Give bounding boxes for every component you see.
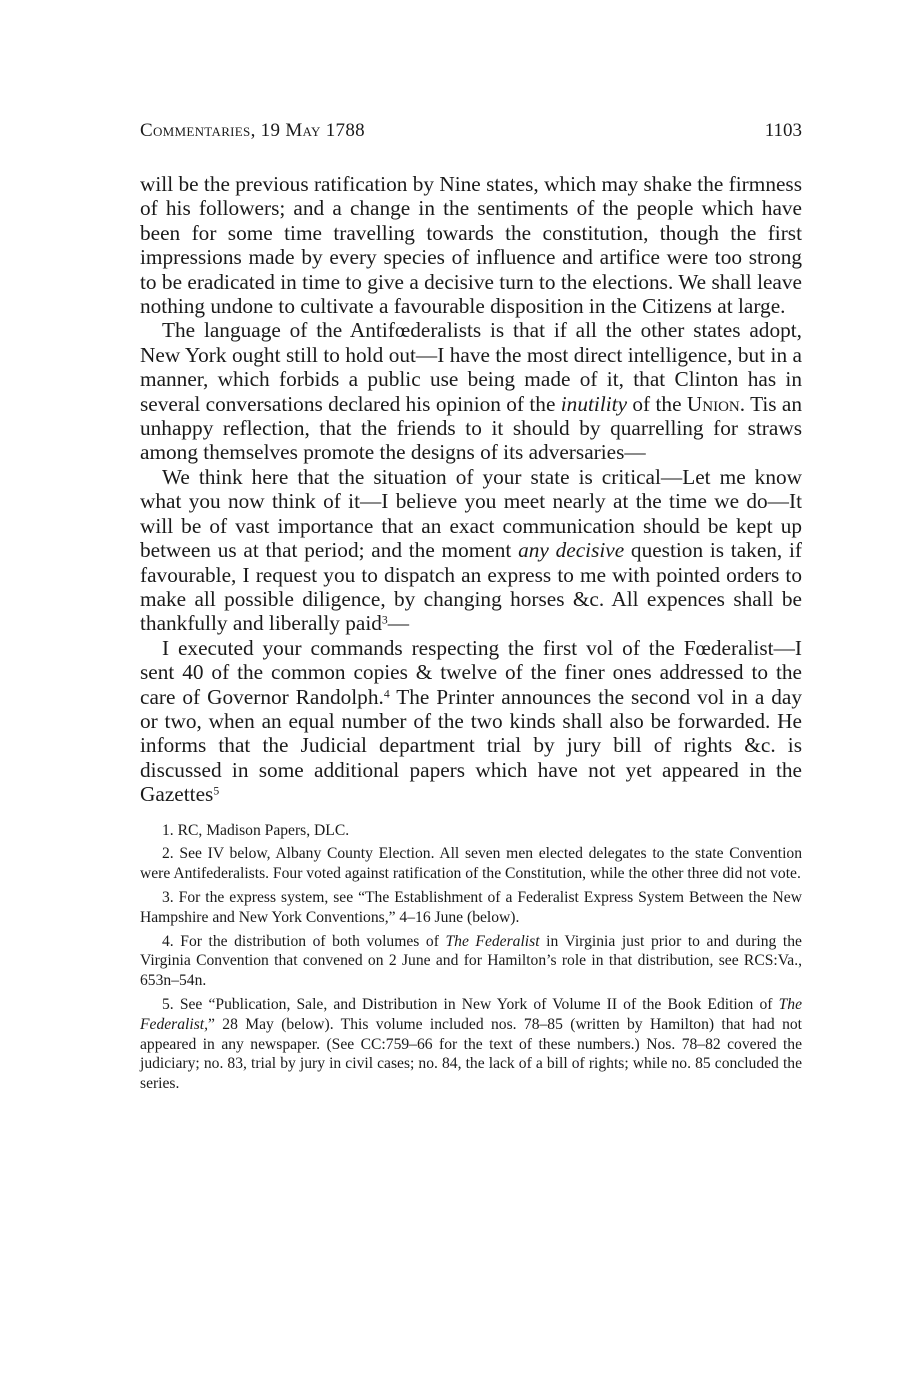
footnote-4-title: The Federalist — [445, 932, 540, 950]
paragraph-2 — [140, 318, 802, 464]
running-head — [140, 120, 802, 160]
paragraph-1-text: will be the previous ratification by Nine states, which may shake the firmness of his followers; and a change in the sentiments of the people which have been for some time travelling towards the constitution, though the first impressions made by every species of influence and artifice were too strong to be eradicated in time to give a decisive turn to the elections. We shall leave nothing undone to cultivate a favourable disposition in the Citizens at large. — [140, 172, 802, 319]
paragraph-4 — [140, 636, 802, 807]
paragraph-2-text-b: of the — [627, 391, 687, 416]
footnote-5-text-a: 5. See “Publication, Sale, and Distribution in New York of Volume II of the Book Edition of — [162, 995, 779, 1013]
footnote-5-title: The Federalist, — [140, 995, 802, 1033]
paragraph-4-text-a: I executed your commands respecting the first vol of the Fœderalist—I sent 40 of the common copies & twelve of the finer ones addressed to the care of Governor Randolph. — [140, 635, 802, 709]
footnote-4-text-a: 4. For the distribution of both volumes of — [162, 932, 446, 950]
footnote-4-text-b: in Virginia just prior to and during the Virginia Convention that convened on 2 June and for Hamilton’s role in that distribution, see RCS:Va., 653n–54n. — [140, 932, 802, 990]
paragraph-1 — [140, 172, 802, 318]
small-caps-union: Union — [686, 391, 740, 416]
footnote-1: 1. RC, Madison Papers, DLC. — [162, 821, 350, 839]
paragraph-3 — [140, 465, 802, 636]
footnote-ref-3[interactable]: 3 — [381, 613, 388, 627]
letter-body — [140, 172, 802, 807]
page-number: 1103 — [764, 120, 802, 141]
footnotes — [140, 821, 802, 1094]
paragraph-3-text-a: We think here that the situation of your state is critical—Let me know what you now think of it—I believe you meet nearly at the time we do—It will be of vast importance that an exact communication should be kept up between us at that period; and the moment — [140, 464, 802, 563]
footnote-ref-4[interactable]: 4 — [383, 687, 390, 701]
paragraph-3-text-b: question is taken, if favourable, I request you to dispatch an express to me with pointed orders to make all possible diligence, by changing horses &c. All expences shall be thankfully and liberally paid — [140, 538, 803, 636]
footnote-3: 3. For the express system, see “The Establishment of a Federalist Express System Between the New Hampshire and New York Conventions,” 4–16 June (below). — [140, 888, 802, 926]
paragraph-3-text-c: — — [387, 611, 410, 636]
emphasis-inutility: inutility — [560, 391, 628, 416]
document-page — [140, 120, 802, 1098]
paragraph-4-text-b: The Printer announces the second vol in a day or two, when an equal number of the two kinds shall also be forwarded. He informs that the Judicial department trial by jury bill of rights &c. is discussed in some additional papers which have not yet appeared in the Gazettes — [140, 684, 802, 807]
footnote-4 — [140, 932, 802, 991]
paragraph-2-text-a: The language of the Antifœderalists is that if all the other states adopt, New York ought still to hold out—I have the most direct intelligence, but in a manner, which forbids a public use being made of it, that Clinton has in several conversations declared his opinion of the — [140, 318, 802, 416]
footnote-5-text-b: ” 28 May (below). This volume included nos. 78–85 (written by Hamilton) that had not appeared in any newspaper. (See CC:759–66 for the text of these numbers.) Nos. 78–82 covered the judiciary; no. 83, trial by jury in civil cases; no. 84, the lack of a bill of rights; while no. 85 concluded the series. — [140, 1015, 802, 1093]
emphasis-any-decisive: any decisive — [518, 538, 625, 563]
footnote-ref-5[interactable]: 5 — [213, 784, 220, 798]
running-title: Commentaries, 19 May 1788 — [140, 120, 365, 141]
paragraph-2-text-c: . Tis an unhappy reflection, that the friends to it should by quarrelling for straws among themselves promote the designs of its adversaries— — [140, 391, 803, 465]
footnote-2: 2. See IV below, Albany County Election. All seven men elected delegates to the state Convention were Antifederalists. Four voted against ratification of the Constitution, while the other three did not vote. — [140, 845, 802, 883]
footnote-5 — [140, 995, 802, 1094]
